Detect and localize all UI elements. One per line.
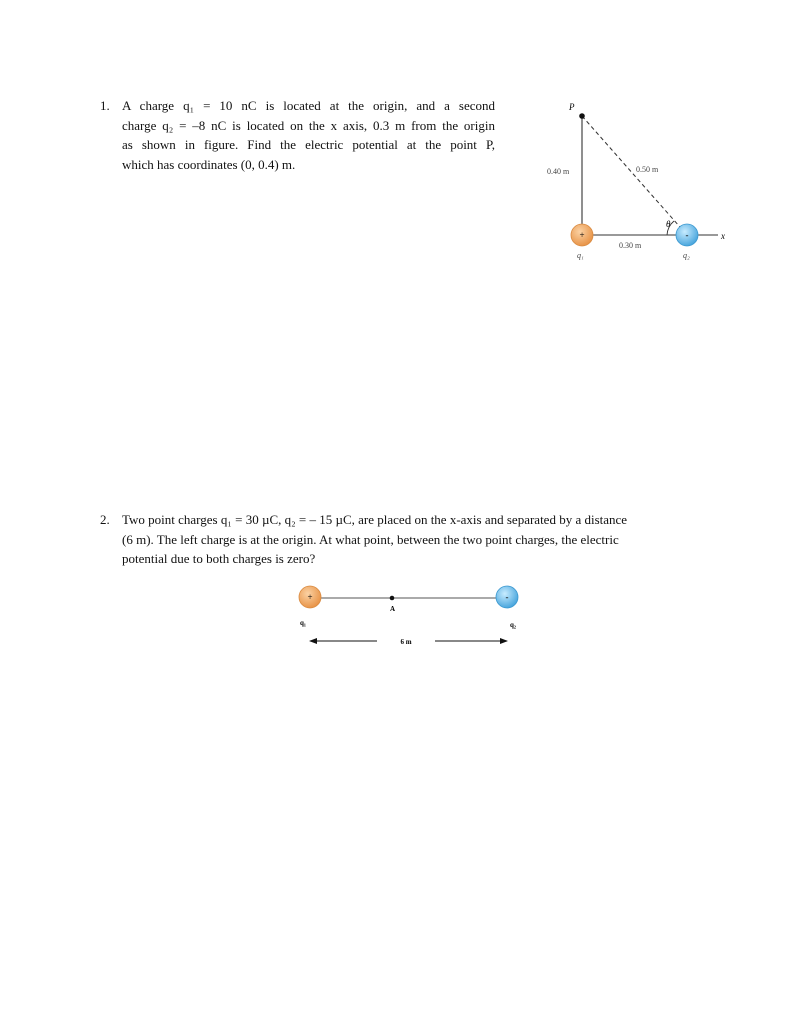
point-a-dot	[390, 596, 395, 601]
charge-q1-label: q₁	[577, 251, 584, 260]
problem-1-number: 1.	[100, 98, 110, 113]
hypotenuse-length-label: 0.50 m	[636, 165, 659, 174]
charge-q2-sign: -	[505, 592, 509, 602]
problem-2-text	[100, 510, 680, 569]
problem-1-line-3: as shown in figure. Find the electric potential at the point P,	[122, 137, 495, 152]
charge-q2-label: q₂	[683, 251, 690, 260]
hypotenuse-dashed-line	[582, 116, 687, 235]
problem-1-figure	[530, 95, 740, 270]
problem-2-figure	[285, 580, 535, 650]
problem-2-line-3: potential due to both charges is zero?	[122, 551, 316, 566]
problem-1-line-2: charge q₂ = –8 nC is located on the x axis, 0.3 m from the origin	[122, 117, 495, 133]
vertical-length-label: 0.40 m	[547, 167, 570, 176]
charge-q2-sign: -	[685, 230, 689, 240]
point-p-dot	[579, 113, 585, 119]
distance-label: 6 m	[400, 638, 412, 646]
problem-2-line-2: (6 m). The left charge is at the origin. At what point, between the two point charges, the electric	[122, 531, 619, 547]
charge-q2-label: q₂	[510, 621, 516, 629]
point-p-label: P	[569, 102, 575, 112]
charge-q1-sign: +	[579, 230, 585, 240]
x-axis-label: x	[721, 231, 725, 241]
problem-2	[100, 510, 680, 569]
charge-q1-sign: +	[307, 592, 313, 602]
problem-1	[100, 96, 495, 174]
problem-1-line-4: which has coordinates (0, 0.4) m.	[122, 156, 296, 172]
charge-q1-label: q₁	[300, 619, 306, 627]
problem-1-line-1: A charge q₁ = 10 nC is located at the origin, and a second	[122, 98, 495, 113]
angle-label: θ	[666, 219, 671, 229]
problem-1-text	[100, 96, 495, 174]
point-a-label: A	[390, 605, 396, 613]
problem-2-line-1: Two point charges q₁ = 30 µC, q₂ = – 15 µC, are placed on the x-axis and separated by a distance	[122, 512, 628, 527]
problem-2-number: 2.	[100, 512, 110, 527]
horizontal-length-label: 0.30 m	[619, 241, 642, 250]
